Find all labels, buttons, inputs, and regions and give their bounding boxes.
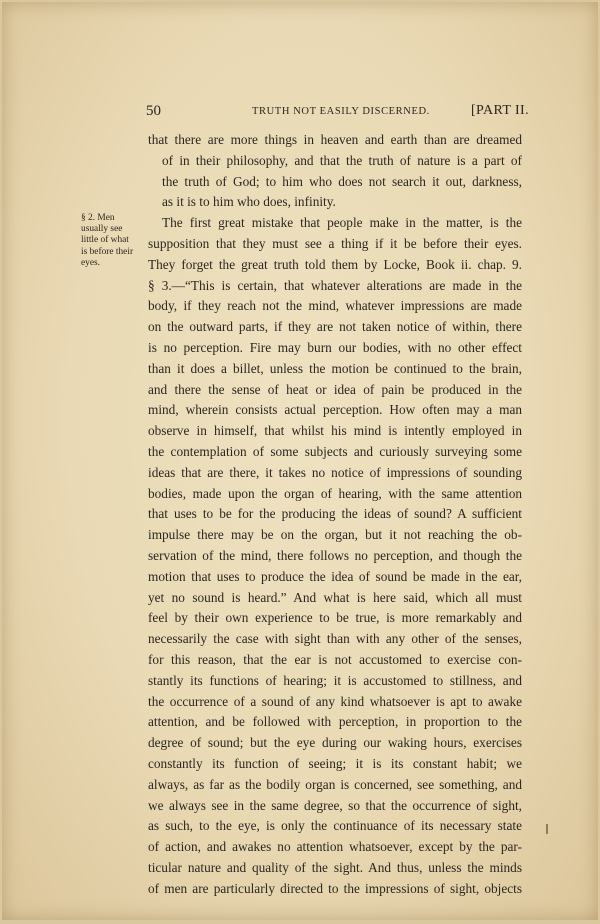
text-line: They forget the great truth told them by Locke, Book ii. chap. 9. — [148, 256, 522, 272]
text-line: stantly its functions of hearing; it is accustomed to stillness, and — [148, 672, 522, 688]
marginal-note-line: eyes. — [81, 257, 101, 268]
text-line: motion that uses to produce the idea of sound be made in the ear, — [148, 568, 522, 584]
text-line: for this reason, that the ear is not accustomed to exercise con- — [148, 651, 522, 667]
text-line: bodies, made upon the organ of hearing, with the same attention — [148, 485, 522, 501]
text-line: always, as far as the bodily organ is concerned, see something, and — [148, 776, 522, 792]
text-line: we always see in the same degree, so that the occurrence of sight, — [148, 797, 522, 813]
text-line: degree of sound; but the eye during our waking hours, exercises — [148, 735, 522, 751]
text-line: of action, and awakes no attention whatsoever, except by the par- — [148, 839, 522, 855]
part-label: [PART II. — [471, 103, 529, 118]
text-line: body, if they reach not the mind, whatever impressions are made — [148, 298, 522, 314]
text-line: the contemplation of some subjects and curiously surveying some — [148, 443, 522, 459]
paper-mark — [546, 824, 548, 834]
text-line: of in their philosophy, and that the truth of nature is a part of — [162, 152, 522, 168]
text-line: ideas that are there, it takes no notice of impressions of sounding — [148, 464, 522, 480]
text-line: attention, and be followed with perception, in proportion to the — [148, 714, 522, 730]
marginal-note-line: is before their — [81, 246, 134, 257]
text-line: servation of the mind, there follows no perception, and though the — [148, 547, 522, 563]
text-line: supposition that they must see a thing if it be before their eyes. — [148, 235, 522, 251]
marginal-note — [81, 213, 149, 269]
text-line: as such, to the eye, is only the continuance of its necessary state — [148, 818, 522, 834]
text-line: impulse there may be on the organ, but it not reaching the ob- — [148, 527, 522, 543]
text-line: observe in himself, that whilst his mind is intently employed in — [148, 423, 522, 439]
text-line: ticular nature and quality of the sight. And thus, unless the minds — [148, 859, 522, 875]
body-text — [148, 130, 522, 899]
text-line: than it does a billet, unless the motion be continued to the brain, — [148, 360, 522, 376]
marginal-note-line: § 2. Men — [81, 213, 115, 223]
text-line: of men are particularly directed to the impressions of sight, objects — [148, 880, 522, 896]
text-line: the occurrence of a sound of any kind whatsoever is apt to awake — [148, 693, 522, 709]
text-line: that uses to be for the producing the ideas of sound? A sufficient — [148, 506, 522, 522]
running-title: TRUTH NOT EASILY DISCERNED. — [252, 106, 430, 117]
marginal-note-line: usually see — [81, 224, 123, 235]
text-line: and there the sense of heat or idea of pain be produced in the — [148, 381, 522, 397]
book-page — [2, 2, 598, 920]
text-line: is no perception. Fire may burn our bodies, with no other effect — [148, 339, 522, 355]
text-line: on the outward parts, if they are not taken notice of within, there — [148, 319, 522, 335]
text-line: mind, wherein consists actual perception. How often may a man — [148, 402, 522, 418]
text-line: The first great mistake that people make in the matter, is the — [162, 215, 522, 231]
text-line: yet no sound is heard.” And what is here said, which all must — [148, 589, 522, 605]
text-line: constantly its function of seeing; it is its constant habit; we — [148, 755, 522, 771]
text-line: necessarily the case with sight than with any other of the senses, — [148, 631, 522, 647]
text-line: as it is to him who does, infinity. — [162, 194, 336, 210]
text-line: feel by their own experience to be true, is more remarkably and — [148, 610, 522, 626]
text-line: § 3.—“This is certain, that whatever alterations are made in the — [148, 277, 522, 293]
text-line: the truth of God; to him who does not search it out, darkness, — [162, 173, 522, 189]
page-header — [146, 103, 530, 123]
page-number: 50 — [146, 103, 161, 119]
text-line: that there are more things in heaven and earth than are dreamed — [148, 132, 522, 147]
marginal-note-line: little of what — [81, 235, 129, 246]
